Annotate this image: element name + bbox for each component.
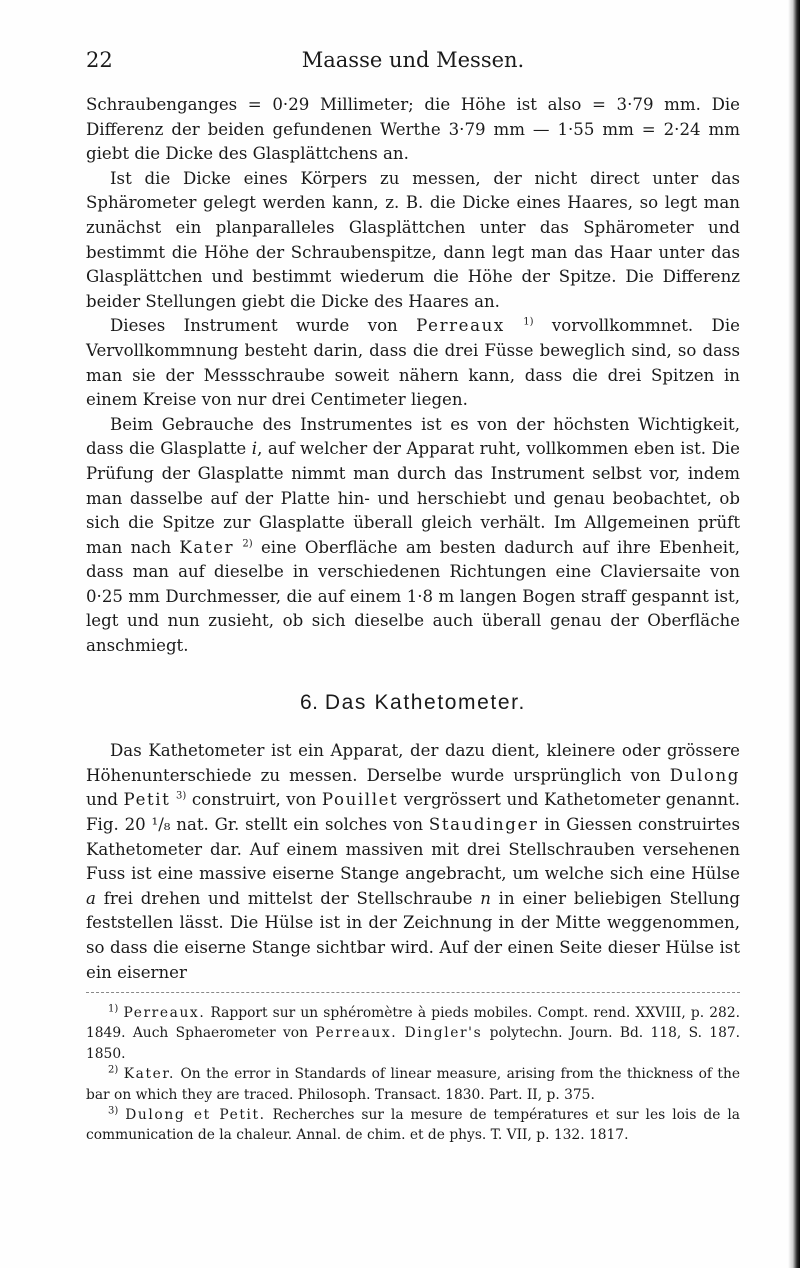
section-heading	[86, 691, 740, 716]
section-title: Das Kathetometer.	[324, 690, 526, 714]
text: eine Oberfläche am besten dadurch auf ihre Ebenheit, dass man auf dieselbe in verschiedenen Richtungen eine Claviersaite von 0·25 mm Durchmesser, die auf einem 1·8 m langen Bogen straff gespannt ist, legt und nun zusieht, ob sich dieselbe auch überall genau der Oberfläche anschmiegt.	[86, 537, 741, 656]
text: Beim Gebrauche des Instrumentes ist es von der höchsten Wichtigkeit, dass die Glasplatte	[86, 414, 740, 459]
footnote-ref[interactable]: 3)	[175, 790, 187, 802]
main-text	[86, 93, 740, 985]
footnote-ref[interactable]: 1)	[523, 316, 534, 328]
symbol-a: a	[86, 888, 96, 908]
footnote-ref[interactable]: 2)	[242, 538, 253, 550]
page-edge-shadow	[788, 0, 800, 1268]
text: construirt, von	[191, 790, 317, 810]
author-name: Perreaux	[416, 316, 505, 336]
text: in Giessen construirtes Kathetometer dar. Auf einem massiven mit drei Stellschrauben versehenen Fuss ist eine massive eiserne Stange angebracht, um welche sich eine Hülse	[86, 815, 740, 884]
author-name: Dulong	[669, 765, 740, 785]
text: Das Kathetometer ist ein Apparat, der dazu dient, kleinere oder grössere Höhenunterschiede zu messen. Derselbe wurde ursprünglich von	[86, 741, 740, 785]
page-header	[86, 48, 740, 82]
section-number: 6.	[300, 690, 319, 714]
footnote-divider	[86, 992, 740, 994]
author-name: Kater	[179, 537, 235, 557]
author-name: Petit	[123, 790, 171, 810]
footnote-1: $^{1)}$ Perreaux. Rapport sur un sphéromètre à pieds mobiles. Compt. rend. XXVIII, p. 282. 1849. Auch Sphaerometer von Perreaux. Dingler's polytechn. Journ. Bd. 118, S. 187. 1850.	[86, 1003, 741, 1062]
author-name: Staudinger	[428, 815, 539, 835]
text: Dieses Instrument wurde von	[110, 316, 398, 336]
paragraph-5	[86, 739, 740, 985]
text: und	[86, 790, 118, 810]
text: frei drehen und mittelst der Stellschraube	[103, 888, 473, 908]
text: , auf welcher der Apparat ruht, vollkommen eben ist. Die Prüfung der Glasplatte nimmt man durch das Instrument selbst vor, indem man dasselbe auf der Platte hin- und herschiebt und genau beobachtet, ob sich die Spitze zur Glasplatte überall gleich verhält. Im Allgemeinen prüft man nach	[86, 439, 740, 557]
text: in einer beliebigen Stellung feststellen lässt. Die Hülse ist in der Zeichnung in der Mitte weggenommen, so dass die eiserne Stange sichtbar wird. Auf der einen Seite dieser Hülse ist ein eiserner	[86, 888, 740, 982]
page-number: 22	[86, 48, 113, 72]
paragraph-2: Ist die Dicke eines Körpers zu messen, der nicht direct unter das Sphärometer gelegt werden kann, z. B. die Dicke eines Haares, so legt man zunächst ein planparalleles Glasplättchen unter das Sphärometer und bestimmt die Höhe der Schraubenspitze, dann legt man das Haar unter das Glasplättchen und bestimmt wiederum die Höhe der Spitze. Die Differenz beider Stellungen giebt die Dicke des Haares an.	[86, 168, 740, 311]
symbol-i: i	[251, 439, 258, 459]
author-name: Pouillet	[321, 790, 399, 810]
paragraph-4	[86, 413, 740, 659]
footnotes	[86, 1003, 740, 1146]
footnote-2: $^{2)}$ Kater. On the error in Standards of linear measure, arising from the thickness of the bar on which they are traced. Philosoph. Transact. 1830. Part. II, p. 375.	[86, 1064, 741, 1103]
text: vergrössert und Kathetometer genannt. Fig. 20 ¹/₈ nat. Gr. stellt ein solches von	[86, 790, 741, 835]
symbol-n: n	[480, 888, 491, 908]
paragraph-1: Schraubenganges = 0·29 Millimeter; die Höhe ist also = 3·79 mm. Die Differenz der beiden gefundenen Werthe 3·79 mm — 1·55 mm = 2·24 mm giebt die Dicke des Glasplättchens an.	[86, 95, 740, 164]
footnote-3: $^{3)}$ Dulong et Petit. Recherches sur la mesure de températures et sur les lois de la communication de la chaleur. Annal. de chim. et de phys. T. VII, p. 132. 1817.	[86, 1105, 740, 1144]
paragraph-3	[86, 314, 740, 412]
text: vorvollkommnet. Die Vervollkommnung besteht darin, dass die drei Füsse beweglich sind, so dass man sie der Messschraube soweit nähern kann, dass die drei Spitzen in einem Kreise von nur drei Centimeter liegen.	[86, 316, 740, 410]
running-title: Maasse und Messen.	[301, 48, 525, 72]
